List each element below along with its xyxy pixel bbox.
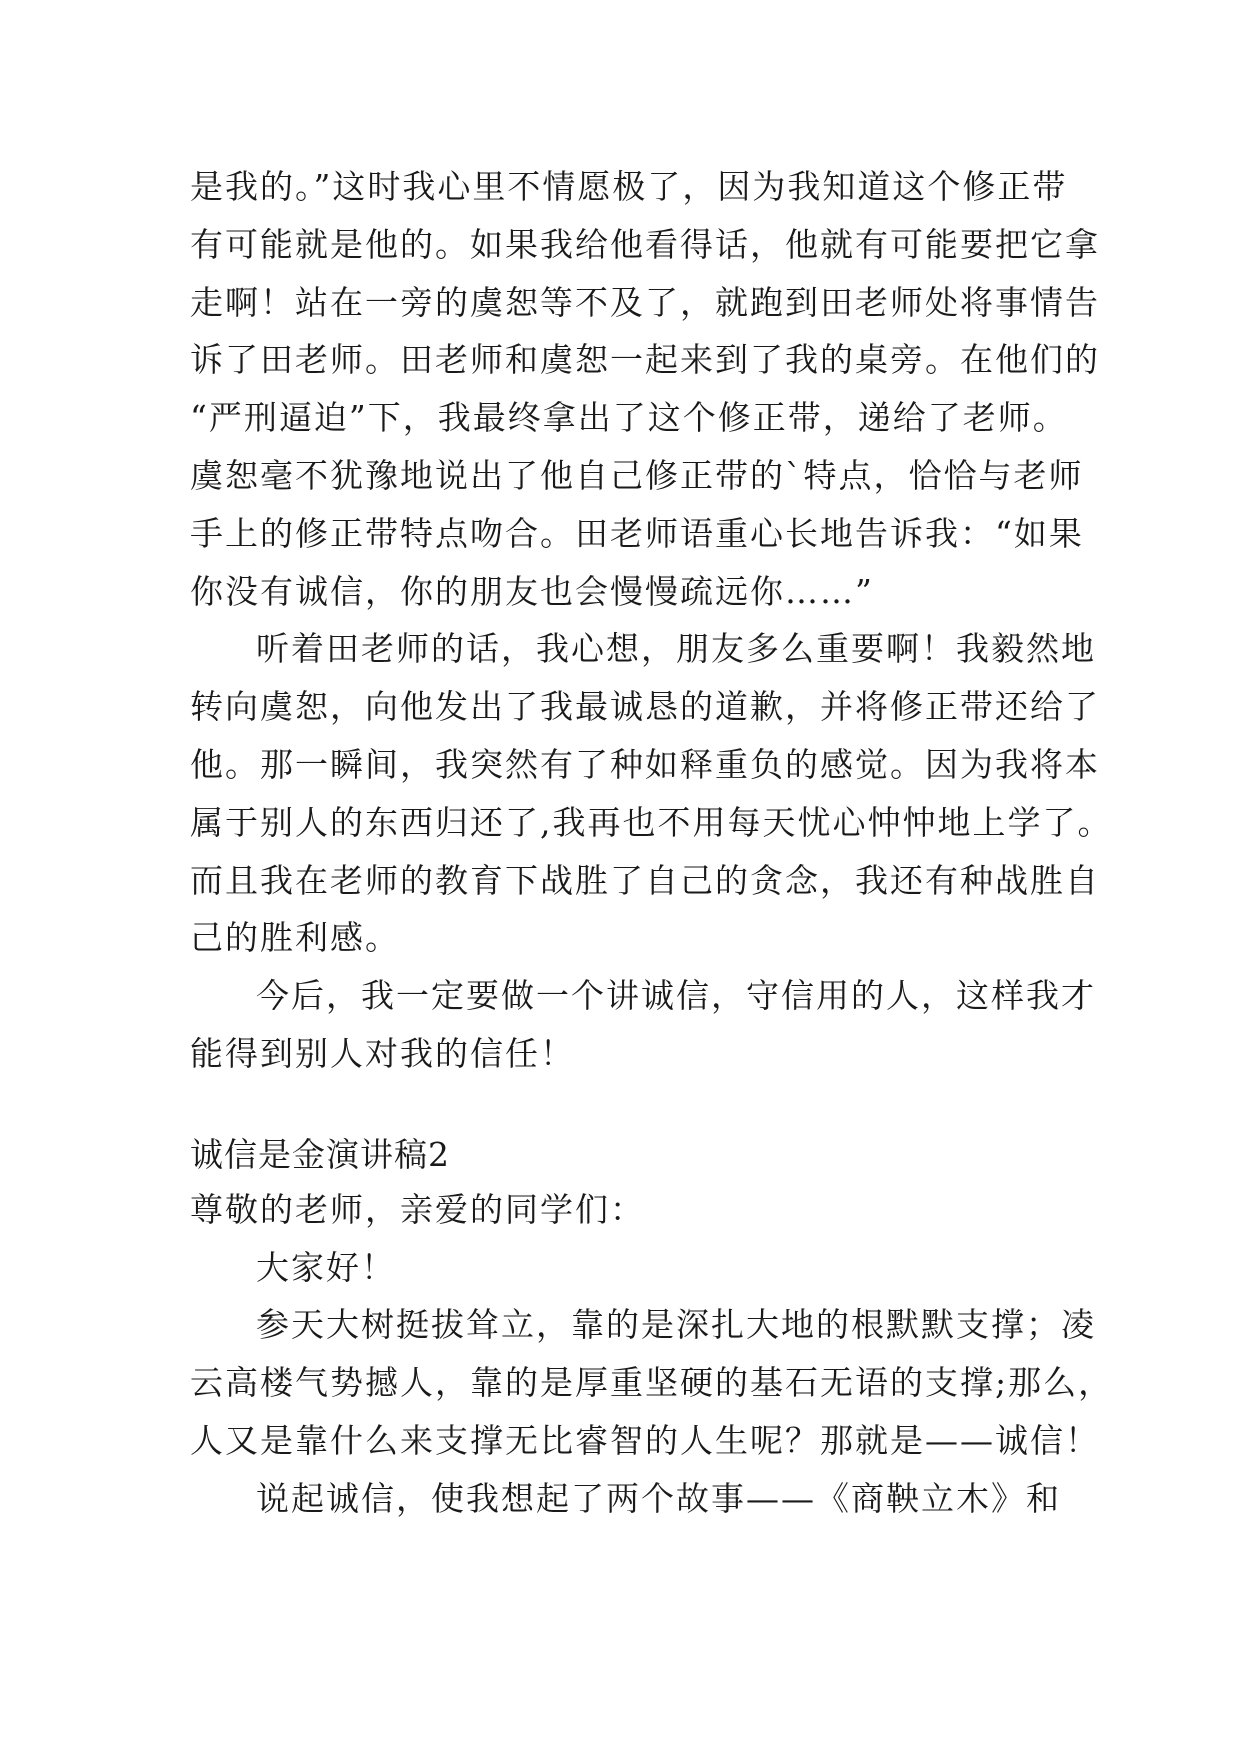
paragraph xyxy=(190,1296,1114,1469)
text-line: 是我的。”这时我心里不情愿极了，因为我知道这个修正带 xyxy=(190,167,1068,206)
text-line: 己的胜利感。 xyxy=(190,918,400,958)
text-line: 属于别人的东西归还了,我再也不用每天忧心忡忡地上学了。 xyxy=(190,802,1113,842)
text-line: 今后，我一定要做一个讲诚信，守信用的人，这样我才 xyxy=(256,976,1096,1016)
paragraph xyxy=(190,1470,1060,1528)
text-line: 人又是靠什么来支撑无比睿智的人生呢？那就是——诚信！ xyxy=(190,1420,1100,1460)
text-line: 听着田老师的话，我心想，朋友多么重要啊！我毅然地 xyxy=(256,629,1096,669)
text-line: “严刑逼迫”下，我最终拿出了这个修正带，递给了老师。 xyxy=(190,398,1068,438)
paragraph xyxy=(190,158,1100,620)
text-line: 参天大树挺拔耸立，靠的是深扎大地的根默默支撑；凌 xyxy=(256,1305,1096,1345)
greeting: 大家好！ xyxy=(256,1247,396,1287)
text-line: 手上的修正带特点吻合。田老师语重心长地告诉我：“如果 xyxy=(190,513,1084,553)
text-line: 他。那一瞬间，我突然有了种如释重负的感觉。因为我将本 xyxy=(190,744,1100,784)
text-line: 而且我在老师的教育下战胜了自己的贪念，我还有种战胜自 xyxy=(190,860,1100,900)
paragraph xyxy=(190,967,1096,1083)
salutation: 尊敬的老师，亲爱的同学们： xyxy=(190,1189,645,1229)
section-title: 诚信是金演讲稿2 xyxy=(190,1134,450,1174)
text-line: 诉了田老师。田老师和虞恕一起来到了我的桌旁。在他们的 xyxy=(190,340,1100,380)
text-line: 有可能就是他的。如果我给他看得话，他就有可能要把它拿 xyxy=(190,224,1100,264)
document-body xyxy=(190,158,1114,1528)
text-line: 能得到别人对我的信任！ xyxy=(190,1033,575,1073)
text-line: 虞恕毫不犹豫地说出了他自己修正带的`特点，恰恰与老师 xyxy=(190,455,1084,495)
text-line: 云高楼气势撼人，靠的是厚重坚硬的基石无语的支撑;那么， xyxy=(190,1363,1114,1403)
text-line: 走啊！站在一旁的虞恕等不及了，就跑到田老师处将事情告 xyxy=(190,282,1100,322)
text-line: 你没有诚信，你的朋友也会慢慢疏远你……” xyxy=(190,571,874,611)
section-spacer xyxy=(190,1083,1060,1129)
text-line: 说起诚信，使我想起了两个故事——《商鞅立木》和 xyxy=(256,1478,1061,1518)
text-line: 转向虞恕，向他发出了我最诚恳的道歉，并将修正带还给了 xyxy=(190,687,1100,727)
paragraph xyxy=(190,620,1113,967)
